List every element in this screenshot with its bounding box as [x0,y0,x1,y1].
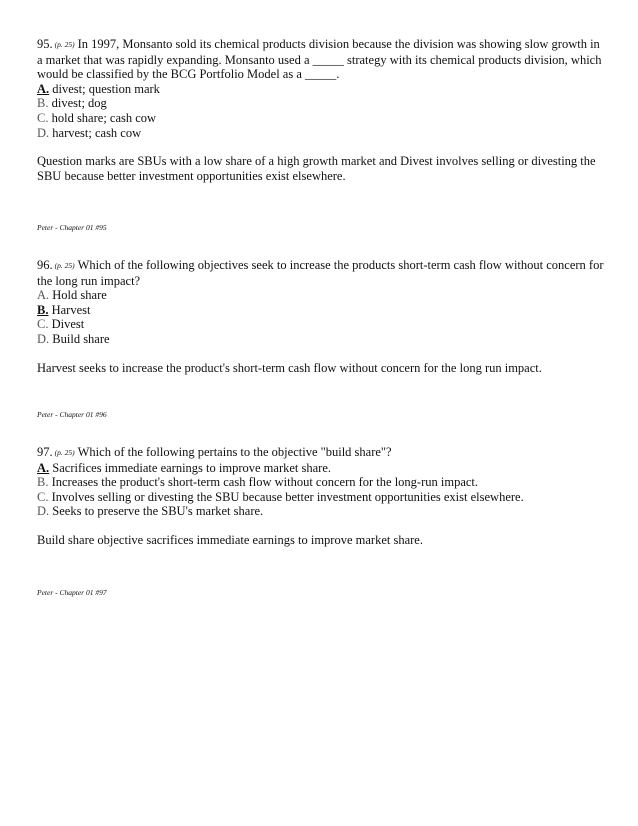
question-number: 96. [37,258,53,272]
chapter-reference: Peter - Chapter 01 #97 [37,588,107,597]
choice-text: Harvest [51,302,91,317]
page-reference: (p. 25) [54,448,75,457]
page-reference: (p. 25) [54,40,75,49]
choice-letter: D. [37,331,50,346]
choice-b [37,303,607,318]
choice-d [37,126,607,141]
choice-a [37,461,607,476]
choice-a [37,82,607,97]
choice-d [37,504,607,519]
choice-c [37,317,607,332]
chapter-reference: Peter - Chapter 01 #96 [37,410,107,419]
choice-text: Build share [52,331,110,346]
choice-letter: C. [37,317,49,332]
choice-text: Sacrifices immediate earnings to improve market share. [52,460,331,475]
choice-b [37,475,607,490]
choice-d [37,332,607,347]
choice-letter: D. [37,504,50,519]
choice-letter: B. [37,302,49,317]
answer-explanation: Build share objective sacrifices immediate earnings to improve market share. [37,532,423,547]
choice-text: Involves selling or divesting the SBU because better investment opportunities exist elsewhere. [51,489,524,504]
choice-letter: A. [37,460,50,475]
choice-letter: A. [37,288,50,303]
choice-text: harvest; cash cow [52,125,142,140]
choice-letter: B. [37,475,49,490]
choice-letter: B. [37,96,49,111]
question-text: In 1997, Monsanto sold its chemical products division because the division was showing slow growth in a market that was rapidly expanding. Monsanto used a _____ strategy with its chemical products division, which would be classified by the BCG Portfolio Model as a _____. [37,37,602,82]
question-text: Which of the following objectives seek to increase the products short-term cash flow without concern for the long run impact? [37,258,604,288]
choice-letter: C. [37,110,49,125]
question-stem [37,258,607,347]
choice-letter: A. [37,81,50,96]
choice-text: Divest [51,317,85,332]
choice-a [37,288,607,303]
choice-letter: D. [37,125,50,140]
page-reference: (p. 25) [54,261,75,270]
choice-text: Seeks to preserve the SBU's market share. [52,504,264,519]
question-text: Which of the following pertains to the objective "build share"? [77,445,392,459]
question-number: 95. [37,37,53,51]
answer-explanation: Harvest seeks to increase the product's short-term cash flow without concern for the long run impact. [37,360,542,375]
choice-letter: C. [37,489,49,504]
choice-b [37,96,607,111]
choice-c [37,490,607,505]
question-stem [37,445,607,519]
choice-text: divest; dog [51,96,107,111]
question-number: 97. [37,445,53,459]
choice-text: divest; question mark [52,81,160,96]
question-95 [37,37,607,232]
question-97 [37,445,607,597]
question-stem [37,37,607,140]
question-96 [37,258,607,419]
answer-explanation: Question marks are SBUs with a low share of a high growth market and Divest involves selling or divesting the SBU because better investment opportunities exist elsewhere. [37,154,596,184]
chapter-reference: Peter - Chapter 01 #95 [37,223,107,232]
choice-text: Hold share [52,288,107,303]
choice-c [37,111,607,126]
choice-text: hold share; cash cow [51,110,157,125]
choice-text: Increases the product's short-term cash flow without concern for the long-run impact. [51,475,479,490]
